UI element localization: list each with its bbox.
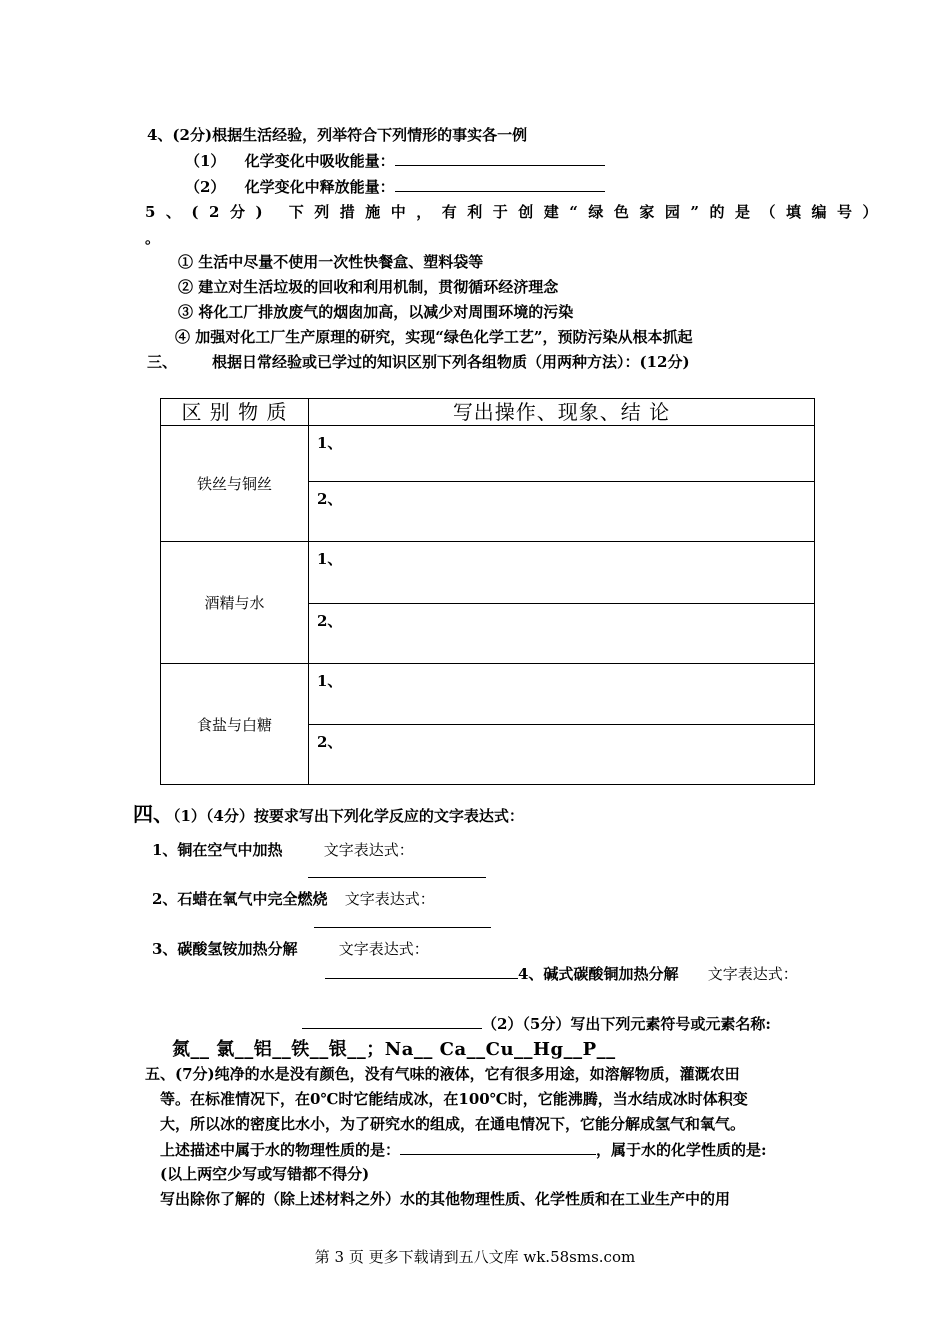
q4-answer-2-blank[interactable] xyxy=(395,176,605,192)
reaction-4-expr-label: 文字表达式： xyxy=(707,965,798,983)
reaction-2-blank[interactable] xyxy=(314,912,491,928)
q4-item-2 xyxy=(185,176,605,197)
chemical-property-label: ，属于水的化学性质的是: xyxy=(596,1141,767,1159)
q5-title: 5、(2分) 下列措施中，有利于创建“绿色家园”的是（填编号） xyxy=(145,203,889,221)
q4-item-2-text: 化学变化中释放能量： xyxy=(244,178,395,196)
section5-line-2: 等。在标准情况下，在0℃时它能结成冰，在100℃时，它能沸腾，当水结成冰时体积变 xyxy=(160,1090,748,1108)
reaction-2 xyxy=(152,889,435,909)
section5-line-6: 写出除你了解的（除上述材料之外）水的其他物理性质、化学性质和在工业生产中的用 xyxy=(160,1190,731,1208)
section5-line-3: 大，所以冰的密度比水小，为了研究水的组成，在通电情况下，它能分解成氢气和氧气。 xyxy=(160,1115,746,1133)
q5-option-3: ③ 将化工厂排放废气的烟囱加高，以减少对周围环境的污染 xyxy=(178,303,574,321)
reaction-3-blank[interactable] xyxy=(325,963,518,979)
section4-num: 四、 xyxy=(133,802,173,826)
distinguish-table xyxy=(160,398,815,785)
reaction-1-blank[interactable] xyxy=(308,862,486,878)
answer-cell[interactable]: 2、 xyxy=(309,482,815,542)
row-label-salt-sugar: 食盐与白糖 xyxy=(161,664,309,785)
reaction-4-blank[interactable] xyxy=(302,1013,482,1029)
reaction-1 xyxy=(152,840,414,860)
section4-part2 xyxy=(302,1013,771,1034)
physical-property-label: 上述描述中属于水的物理性质的是： xyxy=(160,1141,401,1159)
q5-option-1: ① 生活中尽量不使用一次性快餐盒、塑料袋等 xyxy=(178,253,484,271)
reaction-4-text: 4、碱式碳酸铜加热分解 xyxy=(518,965,679,983)
reaction-4 xyxy=(325,963,798,984)
reaction-1-expr-label: 文字表达式： xyxy=(323,841,414,859)
section4-header xyxy=(133,802,524,828)
q5-option-4: ④ 加强对化工厂生产原理的研究，实现“绿色化学工艺”，预防污染从根本抓起 xyxy=(175,328,693,346)
reaction-2-blank-line xyxy=(314,912,491,933)
element-symbols: 氮__ 氯__铝__铁__银__；Na__ Ca__Cu__Hg__P__ xyxy=(172,1039,616,1060)
section5-line-5: (以上两空少写或写错都不得分) xyxy=(160,1165,370,1183)
q4-item-1 xyxy=(185,150,605,171)
q4-item-2-num: （2） xyxy=(185,178,226,196)
page-footer: 第 3 页 更多下载请到五八文库 wk.58sms.com xyxy=(314,1248,636,1266)
section5-line-1: 五、(7分)纯净的水是没有颜色，没有气味的液体，它有很多用途，如溶解物质，灌溉农田 xyxy=(145,1065,740,1083)
row-label-alcohol-water: 酒精与水 xyxy=(161,542,309,664)
q4-answer-1-blank[interactable] xyxy=(395,150,605,166)
answer-cell[interactable]: 2、 xyxy=(309,725,815,785)
col-header-method: 写出操作、现象、结 论 xyxy=(309,399,815,426)
col-header-substance: 区 别 物 质 xyxy=(161,399,309,426)
row-label-iron-copper: 铁丝与铜丝 xyxy=(161,426,309,542)
q5-title-end: 。 xyxy=(145,229,161,247)
section3-num: 三、 xyxy=(147,353,178,371)
physical-property-blank[interactable] xyxy=(400,1139,596,1155)
reaction-3 xyxy=(152,939,429,959)
section4-part1: （1）（4分）按要求写出下列化学反应的文字表达式： xyxy=(173,807,524,825)
reaction-1-text: 1、铜在空气中加热 xyxy=(152,841,283,859)
answer-cell[interactable]: 2、 xyxy=(309,604,815,664)
reaction-3-text: 3、碳酸氢铵加热分解 xyxy=(152,940,298,958)
answer-cell[interactable]: 1、 xyxy=(309,426,815,482)
section3-title: 根据日常经验或已学过的知识区别下列各组物质（用两种方法）：(12分) xyxy=(212,353,690,371)
q4-item-1-num: （1） xyxy=(185,152,226,170)
answer-cell[interactable]: 1、 xyxy=(309,542,815,604)
reaction-3-expr-label: 文字表达式： xyxy=(338,940,429,958)
reaction-2-expr-label: 文字表达式： xyxy=(344,890,435,908)
section5-line-4 xyxy=(160,1139,767,1160)
q5-option-2: ② 建立对生活垃圾的回收和利用机制，贯彻循环经济理念 xyxy=(178,278,559,296)
q4-item-1-text: 化学变化中吸收能量： xyxy=(244,152,395,170)
reaction-1-blank-line xyxy=(308,862,486,883)
reaction-2-text: 2、石蜡在氧气中完全燃烧 xyxy=(152,890,328,908)
q4-title: 4、(2分)根据生活经验，列举符合下列情形的事实各一例 xyxy=(147,126,528,144)
answer-cell[interactable]: 1、 xyxy=(309,664,815,725)
section4-part2-text: （2）（5分）写出下列元素符号或元素名称: xyxy=(482,1015,771,1033)
